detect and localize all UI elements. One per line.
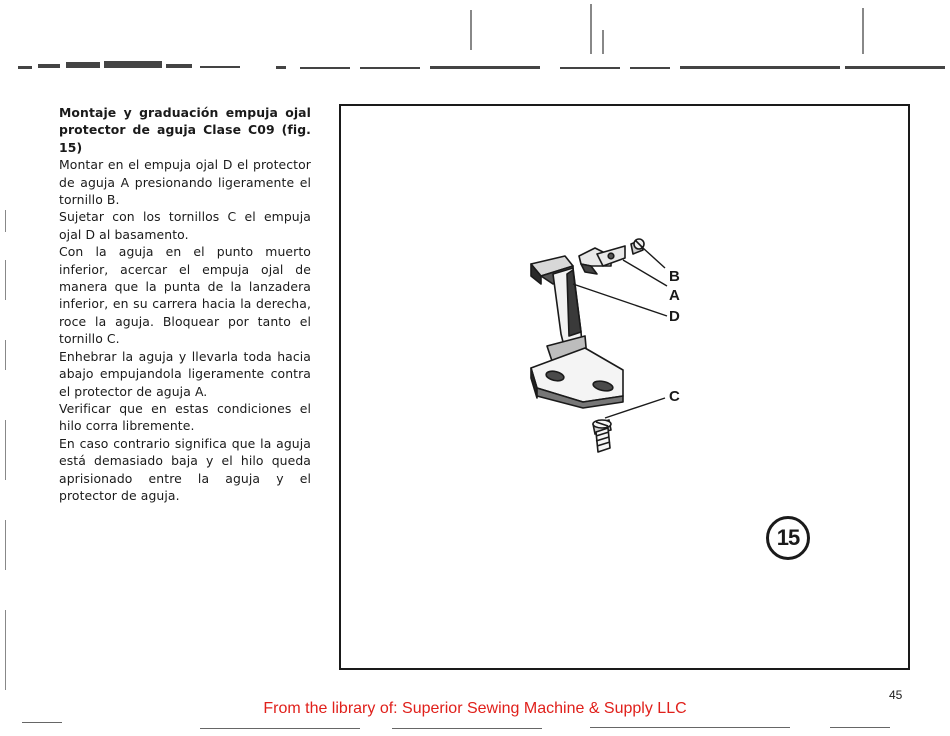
scan-artifact-left [0,200,12,720]
paragraph: Sujetar con los tornillos C el empuja ojal D al basamento. [59,209,311,242]
needle-guard-drawing [341,106,908,668]
paragraph: Enhebrar la aguja y llevarla toda hacia abajo empujandola ligeramente contra el protector de aguja A. [59,348,311,399]
instructions-column [59,104,311,504]
callout-d: D [669,308,680,325]
callout-c: C [669,388,680,405]
callout-b: B [669,268,680,285]
figure-frame [339,104,910,670]
paragraph: Con la aguja en el punto muerto inferior, acercar el empuja ojal de manera que la punta de la lanzadera inferior, en su carrera hacia la derecha, roce la aguja. Bloquear por tanto el tornillo C. [59,244,311,347]
paragraph: En caso contrario significa que la aguja está demasiado baja y el hilo queda aprisionado entre la aguja y el protector de aguja. [59,435,311,503]
paragraph: Montar en el empuja ojal D el protector de aguja A presionando ligeramente el tornillo B. [59,157,311,208]
section-heading: Montaje y graduación empuja ojal protector de aguja Clase C09 (fig. 15) [59,105,311,155]
callout-a: A [669,287,680,304]
scan-artifact-top [0,0,950,80]
paragraph: Verificar que en estas condiciones el hilo corra libremente. [59,400,311,434]
scan-artifact-bottom [0,718,950,736]
library-credit: From the library of: Superior Sewing Machine & Supply LLC [263,700,687,717]
figure-number-badge: 15 [766,516,810,560]
page-number: 45 [889,688,903,702]
